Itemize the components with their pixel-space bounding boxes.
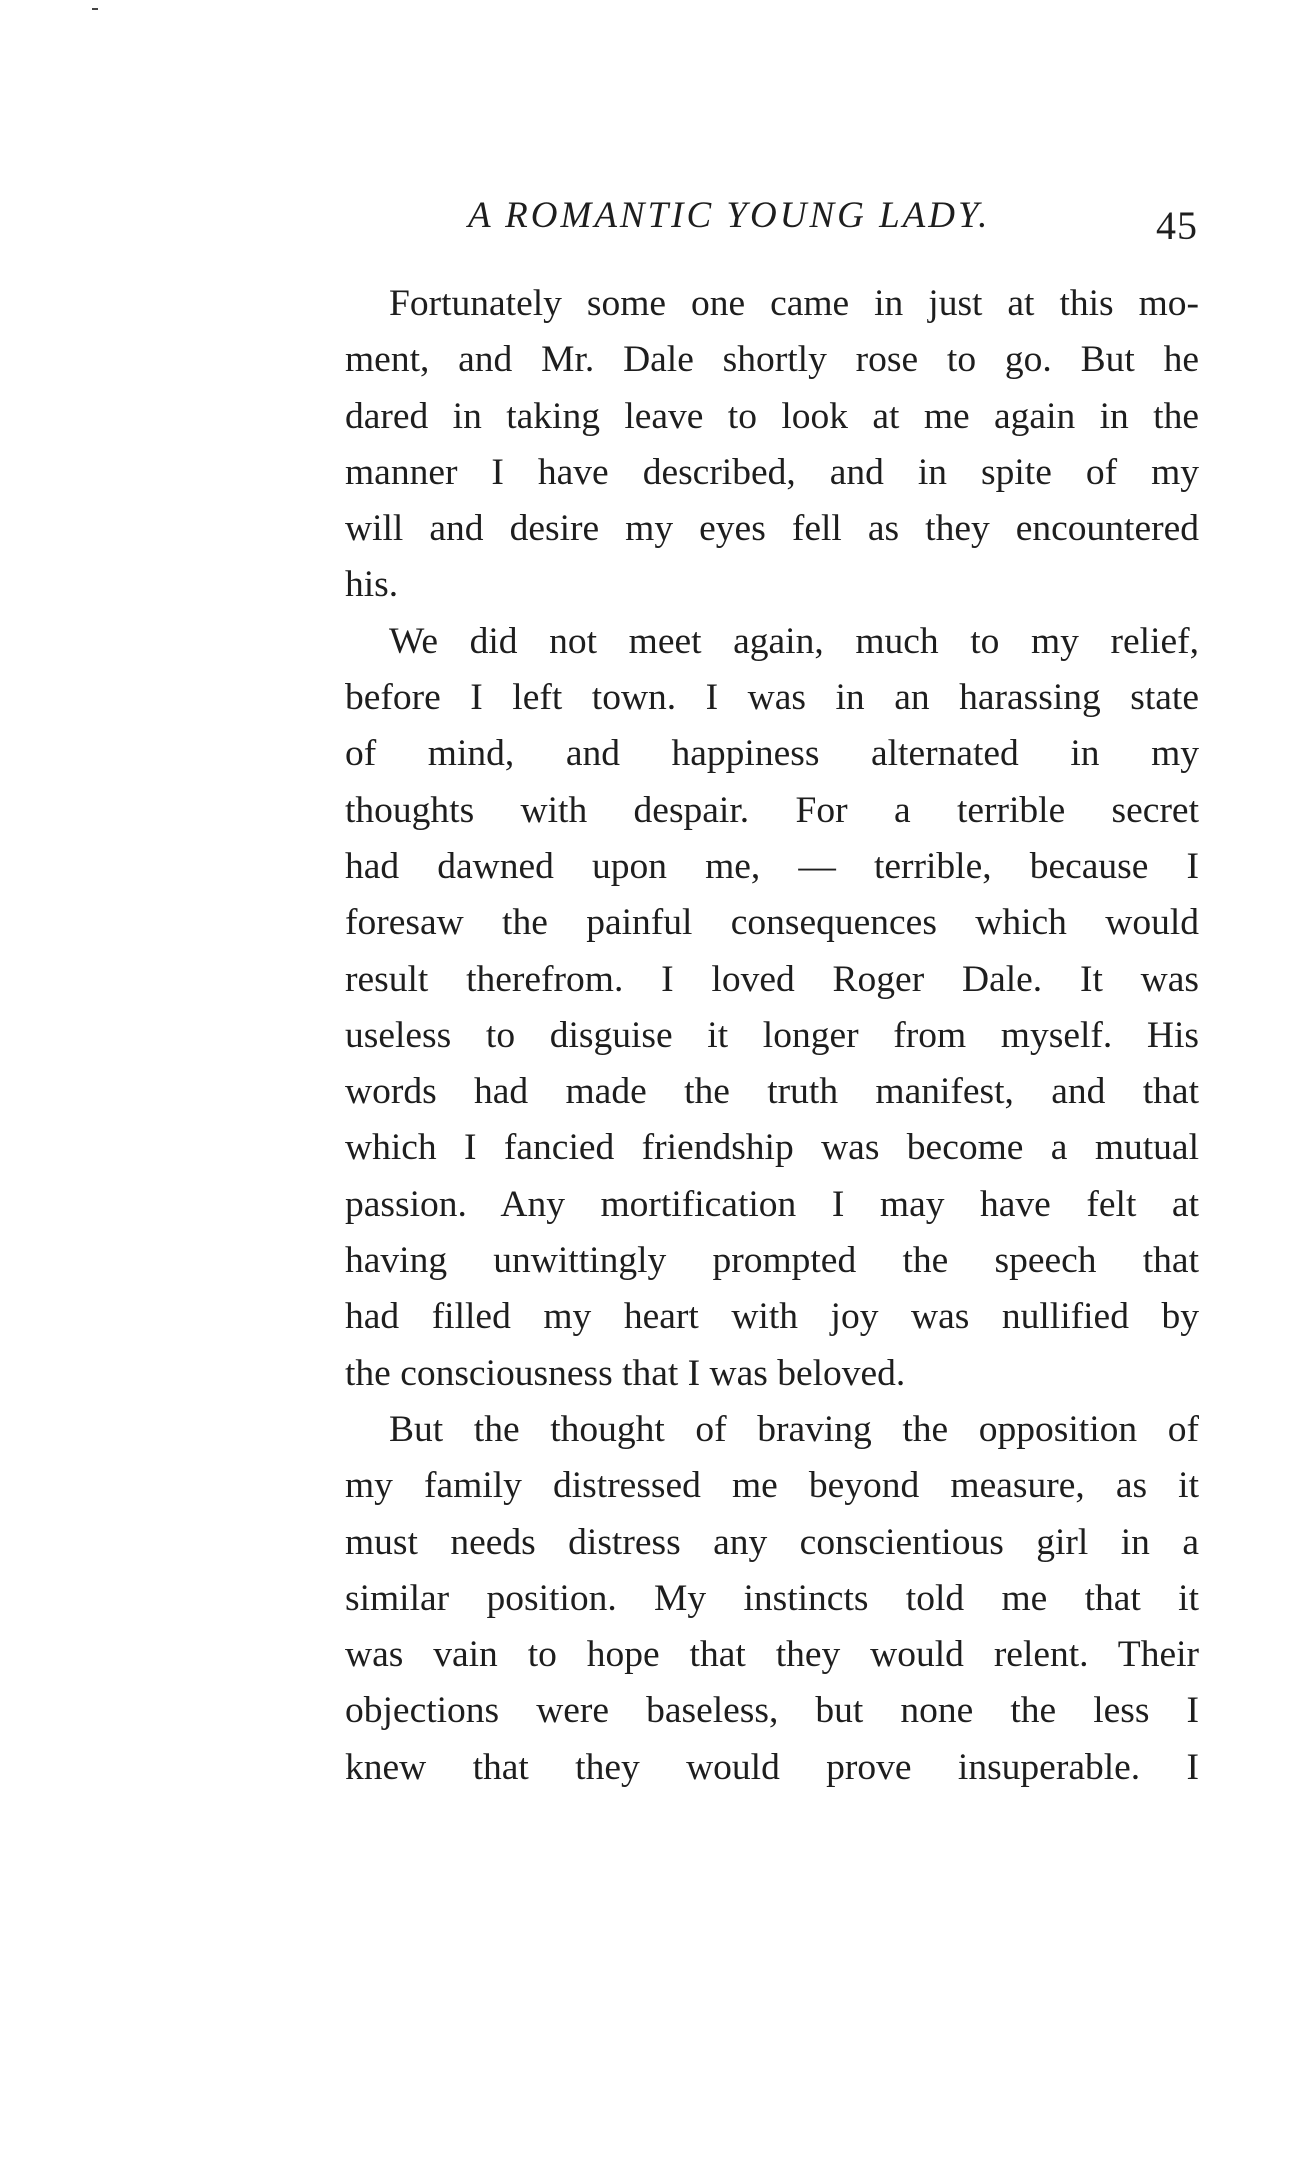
text-line: objections were baseless, but none the less I (345, 1690, 1199, 1732)
text-line: the consciousness that I was beloved. (345, 1352, 906, 1394)
text-line: having unwittingly prompted the speech that (345, 1240, 1199, 1282)
page-number: 45 (1156, 203, 1198, 248)
text-line: of mind, and happiness alternated in my (345, 733, 1199, 775)
text-line: had dawned upon me, — terrible, because I (345, 845, 1199, 887)
text-line: We did not meet again, much to my relief, (389, 620, 1199, 662)
paragraph (301, 1402, 1199, 1796)
text-line: before I left town. I was in an harassing state (345, 677, 1199, 719)
running-head (300, 190, 1200, 250)
paragraph (301, 276, 1199, 614)
text-line: ment, and Mr. Dale shortly rose to go. But he (345, 339, 1199, 381)
text-line: must needs distress any conscientious girl in a (345, 1521, 1199, 1563)
text-line: But the thought of braving the opposition of (389, 1408, 1199, 1450)
text-line: will and desire my eyes fell as they encountered (345, 508, 1199, 550)
text-line: useless to disguise it longer from myself. His (345, 1014, 1199, 1056)
text-line: was vain to hope that they would relent. Their (345, 1634, 1199, 1676)
text-line: Fortunately some one came in just at this mo- (389, 283, 1199, 324)
stray-ink-mark (92, 8, 98, 10)
text-line: thoughts with despair. For a terrible secret (345, 789, 1199, 831)
text-line: had filled my heart with joy was nullified by (345, 1296, 1199, 1338)
body-text (301, 276, 1199, 1796)
running-title: A ROMANTIC YOUNG LADY. (468, 195, 991, 236)
text-line: which I fancied friendship was become a mutual (345, 1127, 1199, 1169)
text-line: foresaw the painful consequences which would (345, 902, 1199, 944)
text-line: words had made the truth manifest, and that (345, 1071, 1199, 1113)
text-line: knew that they would prove insuperable. I (345, 1746, 1199, 1788)
text-line: similar position. My instincts told me that it (345, 1577, 1199, 1619)
paragraph (301, 614, 1199, 1402)
text-line: his. (345, 564, 399, 606)
text-line: my family distressed me beyond measure, as it (345, 1465, 1199, 1507)
text-line: manner I have described, and in spite of my (345, 451, 1199, 493)
text-line: result therefrom. I loved Roger Dale. It was (345, 958, 1199, 1000)
text-line: passion. Any mortification I may have felt at (345, 1183, 1199, 1225)
text-line: dared in taking leave to look at me again in the (345, 395, 1199, 437)
